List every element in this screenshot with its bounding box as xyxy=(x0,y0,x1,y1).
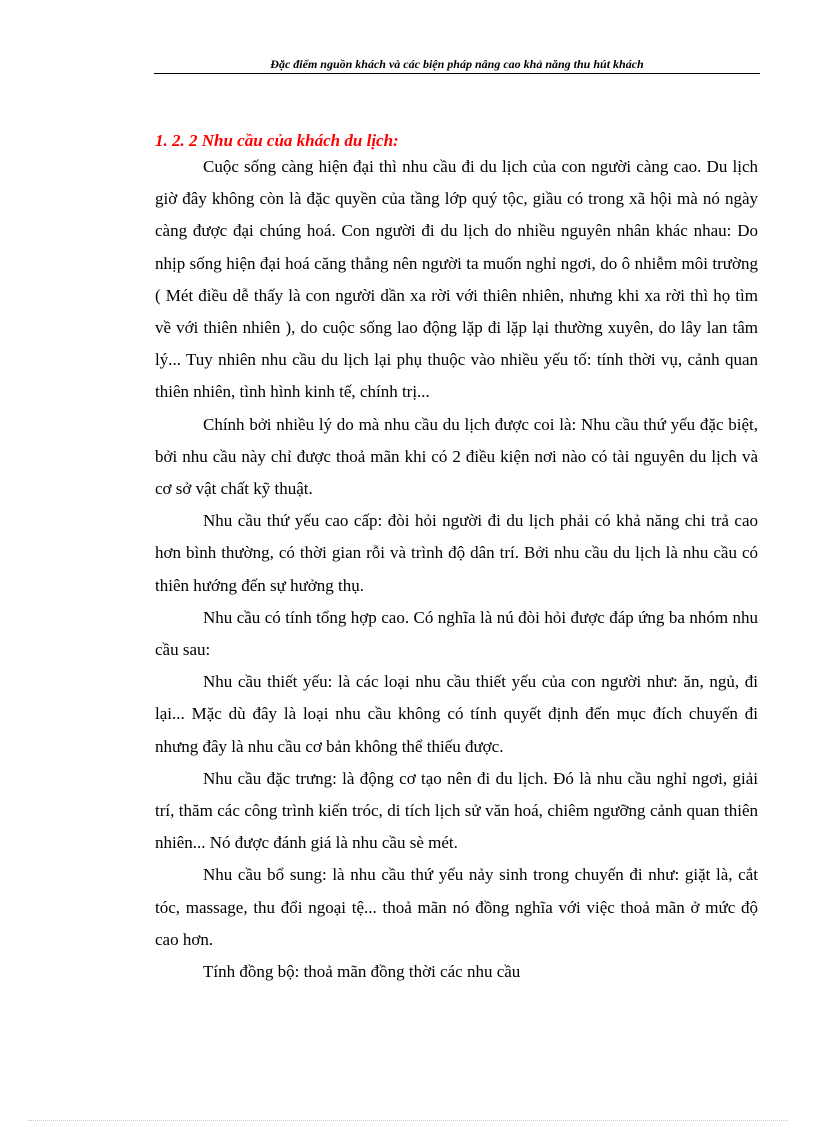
paragraph: Nhu cầu bổ sung: là nhu cầu thứ yếu nảy sinh trong chuyến đi như: giặt là, cắt tóc, massage, thu đổi ngoại tệ... thoả mãn nó đồng nghĩa với việc thoả mãn ở mức độ cao hơn. xyxy=(155,865,758,949)
paragraph: Cuộc sống càng hiện đại thì nhu cầu đi du lịch của con người càng cao. Du lịch giờ đây không còn là đặc quyền của tầng lớp quý tộc, giầu có trong xã hội mà nó ngày càng được đại chúng hoá. Con người đi du lịch do nhiều nguyên nhân khác nhau: Do nhịp sống hiện đại hoá căng thẳng nên người ta muốn nghỉ ngơi, do ô nhiễm môi trường ( Mét điều dễ thấy là con người dần xa rời với thiên nhiên, nhưng khi xa rời thì họ tìm về với thiên nhiên ), do cuộc sống lao động lặp đi lặp lại thường xuyên, do lây lan tâm lý... Tuy nhiên nhu cầu du lịch lại phụ thuộc vào nhiều yếu tố: tính thời vụ, cảnh quan thiên nhiên, tình hình kinh tế, chính trị... xyxy=(155,157,758,402)
section-heading: 1. 2. 2 Nhu cầu của khách du lịch: xyxy=(155,131,399,150)
paragraph: Chính bởi nhiều lý do mà nhu cầu du lịch được coi là: Nhu cầu thứ yếu đặc biệt, bởi nhu cầu này chỉ được thoả mãn khi có 2 điều kiện nơi nào có tài nguyên du lịch và cơ sở vật chất kỹ thuật. xyxy=(155,414,758,499)
document-body xyxy=(155,151,758,988)
paragraph: Nhu cầu thứ yếu cao cấp: đòi hỏi người đi du lịch phải có khả năng chi trả cao hơn bình thường, có thời gian rỗi và trình độ dân trí. Bởi nhu cầu du lịch là nhu cầu có thiên hướng đến sự hưởng thụ. xyxy=(155,511,758,595)
paragraph: Nhu cầu thiết yếu: là các loại nhu cầu thiết yếu của con người như: ăn, ngủ, đi lại... Mặc dù đây là loại nhu cầu không có tính quyết định đến mục đích chuyến đi nhưng đây là nhu cầu cơ bản không thể thiếu được. xyxy=(155,672,758,756)
paragraph: Tính đồng bộ: thoả mãn đồng thời các nhu cầu xyxy=(203,962,521,982)
header-divider xyxy=(154,73,760,74)
paragraph: Nhu cầu đặc trưng: là động cơ tạo nên đi du lịch. Đó là nhu cầu nghỉ ngơi, giải trí, thăm các công trình kiến tróc, di tích lịch sử văn hoá, chiêm ngưỡng cảnh quan thiên nhiên... Nó được đánh giá là nhu cầu sè mét. xyxy=(155,768,758,853)
page-bottom-border xyxy=(28,1120,788,1121)
paragraph: Nhu cầu có tính tổng hợp cao. Có nghĩa là nú đòi hỏi được đáp ứng ba nhóm nhu cầu sau: xyxy=(155,607,758,660)
page-header-title: Đặc điểm nguồn khách và các biện pháp nâng cao khả năng thu hút khách xyxy=(270,57,644,71)
